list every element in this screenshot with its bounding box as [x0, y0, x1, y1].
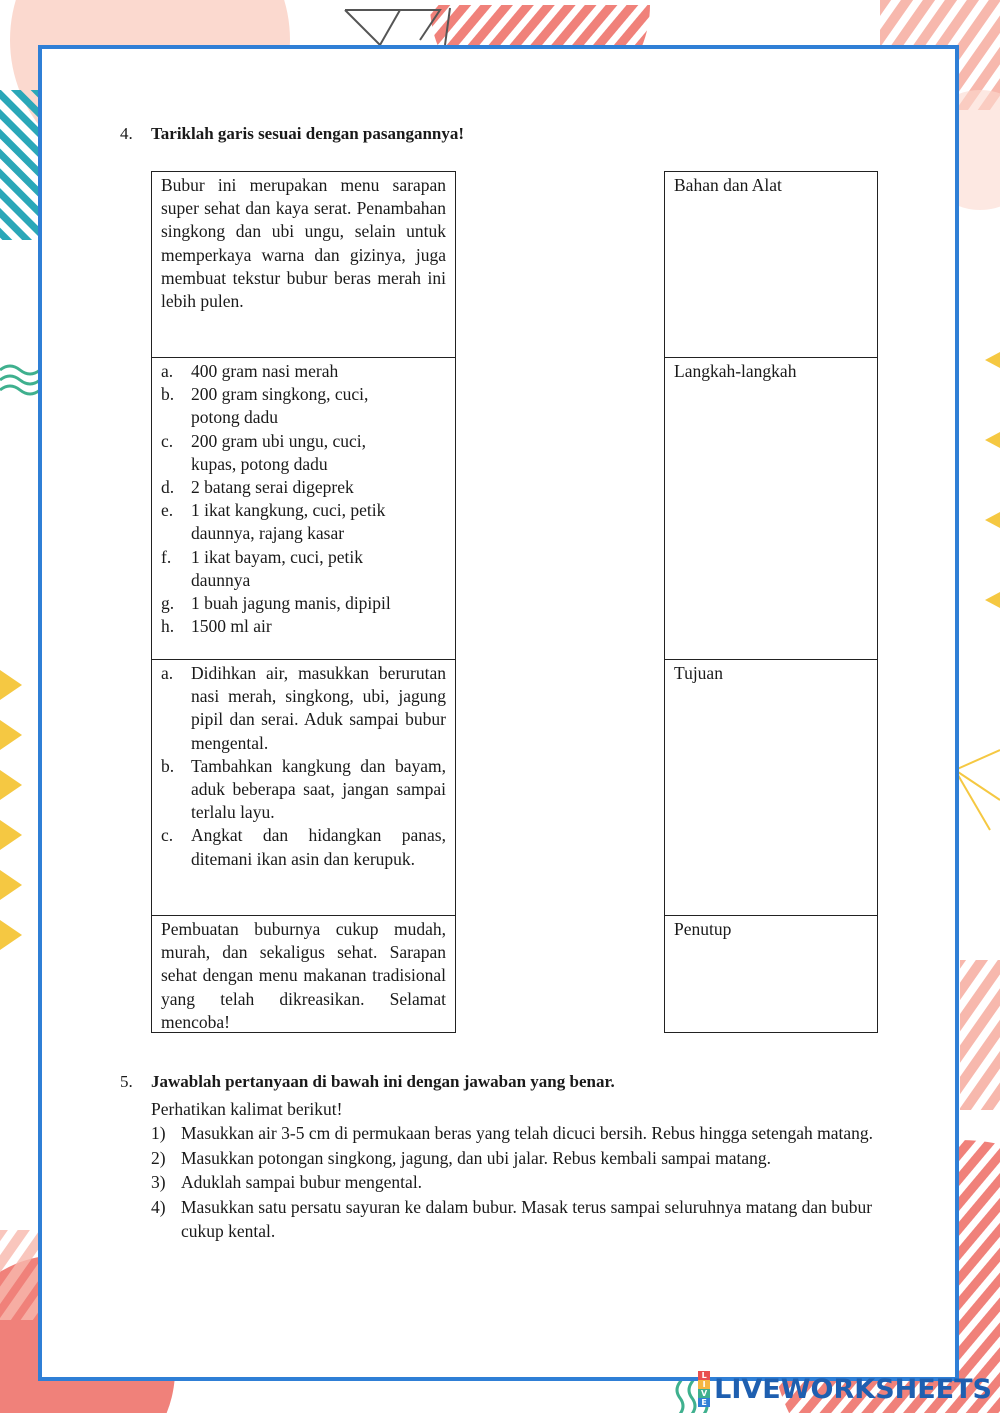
right-box-tujuan[interactable]: [664, 659, 878, 916]
right-box-bahan-dan-alat[interactable]: [664, 171, 878, 358]
right-box-label: Langkah-langkah: [674, 361, 797, 381]
list-item: 2) Masukkan potongan singkong, jagung, dan ubi jalar. Rebus kembali sampai matang.: [151, 1147, 772, 1168]
list-item: a. Didihkan air, masukkan berurutan nasi merah, singkong, ubi, jagung pipil dan serai. Aduk sampai bubur mengental.: [161, 663, 446, 753]
question-4-title: Tariklah garis sesuai dengan pasangannya!: [151, 124, 465, 143]
list-item: b. 200 gram singkong, cuci, potong dadu: [161, 384, 369, 428]
list-item: f. 1 ikat bayam, cuci, petik daunnya: [161, 546, 364, 590]
left-box-ingredients[interactable]: [151, 357, 456, 660]
list-item: 1) Masukkan air 3-5 cm di permukaan beras yang telah dicuci bersih. Rebus hingga setengah matang.: [151, 1123, 874, 1143]
right-box-penutup[interactable]: [664, 915, 878, 1033]
list-item: h. 1500 ml air: [161, 616, 272, 637]
list-item: c. 200 gram ubi ungu, cuci, kupas, potong dadu: [161, 430, 366, 474]
liveworksheets-logo[interactable]: [698, 1371, 992, 1407]
question-5-number: 5.: [120, 1072, 133, 1091]
list-item: c. Angkat dan hidangkan panas, ditemani ikan asin dan kerupuk.: [161, 825, 446, 869]
left-box-closing[interactable]: [151, 915, 456, 1033]
question-5-subtitle: Perhatikan kalimat berikut!: [151, 1099, 343, 1119]
liveworksheets-logo-text: LIVEWORKSHEETS: [714, 1373, 992, 1405]
liveworksheets-logo-mark: L I V E: [698, 1371, 710, 1407]
right-box-label: Penutup: [674, 919, 732, 939]
left-box-closing-text: Pembuatan buburnya cukup mudah, murah, dan sekaligus sehat. Sarapan sehat dengan menu makanan tradisional yang telah dikreasikan. Selamat mencoba!: [161, 919, 446, 1032]
list-item: g. 1 buah jagung manis, dipipil: [161, 593, 391, 614]
question-5-title: Jawablah pertanyaan di bawah ini dengan jawaban yang benar.: [151, 1072, 615, 1091]
list-item: a. 400 gram nasi merah: [161, 361, 339, 381]
question-4-number: 4.: [120, 124, 133, 143]
list-item: 4) Masukkan satu persatu sayuran ke dalam bubur. Masak terus sampai seluruhnya matang dan bubur cukup kental.: [151, 1196, 873, 1241]
right-box-label: Tujuan: [674, 663, 723, 683]
steps-list: [161, 662, 446, 871]
list-item: e. 1 ikat kangkung, cuci, petik daunnya, rajang kasar: [161, 500, 386, 544]
ingredients-list: [161, 360, 446, 638]
question-5-list: [151, 1121, 878, 1244]
left-box-intro[interactable]: [151, 171, 456, 358]
left-box-intro-text: Bubur ini merupakan menu sarapan super sehat dan kaya serat. Penambahan singkong dan ubi ungu, selain untuk memperkaya warna dan gizinya, juga membuat tekstur bubur beras merah ini lebih pulen.: [161, 175, 446, 312]
right-box-langkah-langkah[interactable]: [664, 357, 878, 660]
left-box-steps[interactable]: [151, 659, 456, 916]
list-item: 3) Aduklah sampai bubur mengental.: [151, 1172, 423, 1192]
right-box-label: Bahan dan Alat: [674, 175, 782, 195]
list-item: b. Tambahkan kangkung dan bayam, aduk beberapa saat, jangan sampai terlalu layu.: [161, 755, 446, 823]
list-item: d. 2 batang serai digeprek: [161, 477, 354, 498]
